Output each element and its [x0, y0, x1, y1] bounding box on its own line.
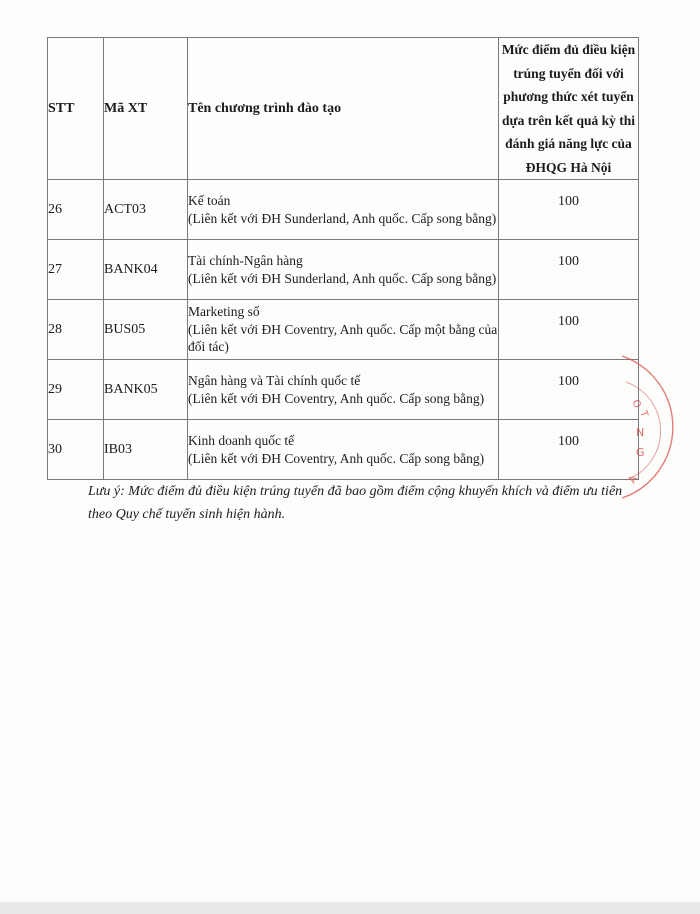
cell-code: BUS05 — [104, 300, 188, 360]
program-note: (Liên kết với ĐH Coventry, Anh quốc. Cấp một bằng của đối tác) — [188, 321, 498, 355]
score-value: 100 — [558, 313, 579, 329]
seal-glyph: N — [636, 426, 645, 439]
admission-score-table — [47, 37, 639, 480]
cell-stt: 28 — [48, 300, 104, 360]
footnote: Lưu ý: Mức điểm đủ điều kiện trúng tuyển đã bao gồm điểm cộng khuyến khích và điểm ưu tiên theo Quy chế tuyển sinh hiện hành. — [88, 484, 623, 522]
seal-glyph: G — [636, 446, 645, 459]
score-value: 100 — [558, 193, 579, 209]
header-score-line: Mức điểm đủ điều kiện — [501, 42, 636, 57]
cell-score — [499, 360, 639, 420]
cell-stt: 30 — [48, 420, 104, 480]
table-row — [48, 240, 639, 300]
cell-stt: 27 — [48, 240, 104, 300]
cell-code: BANK04 — [104, 240, 188, 300]
cell-score — [499, 180, 639, 240]
cell-program — [188, 240, 499, 300]
program-title: Tài chính-Ngân hàng — [188, 253, 303, 268]
cell-program — [188, 300, 499, 360]
table-header-row — [48, 38, 639, 180]
header-score — [499, 38, 639, 180]
cell-stt: 29 — [48, 360, 104, 420]
cell-program — [188, 180, 499, 240]
cell-score — [499, 240, 639, 300]
cell-score — [499, 420, 639, 480]
table-row — [48, 420, 639, 480]
score-value: 100 — [558, 253, 579, 269]
cell-score — [499, 300, 639, 360]
header-score-line: trúng tuyển đối với — [513, 65, 624, 81]
header-code: Mã XT — [104, 38, 188, 180]
cell-program — [188, 420, 499, 480]
header-score-line: phương thức xét tuyển — [503, 89, 634, 104]
table-row — [48, 360, 639, 420]
program-note: (Liên kết với ĐH Coventry, Anh quốc. Cấp song bằng) — [188, 390, 485, 406]
score-value: 100 — [558, 373, 579, 389]
table-row — [48, 300, 639, 360]
seal-glyph: A — [627, 474, 641, 486]
header-program: Tên chương trình đào tạo — [188, 38, 499, 180]
table-row — [48, 180, 639, 240]
bottom-strip — [0, 902, 700, 914]
program-title: Kế toán — [188, 193, 231, 208]
program-note: (Liên kết với ĐH Sunderland, Anh quốc. Cấp song bằng) — [188, 270, 497, 286]
program-note: (Liên kết với ĐH Sunderland, Anh quốc. Cấp song bằng) — [188, 210, 497, 226]
cell-code: ACT03 — [104, 180, 188, 240]
program-note: (Liên kết với ĐH Coventry, Anh quốc. Cấp song bằng) — [188, 450, 485, 466]
score-value: 100 — [558, 433, 579, 449]
cell-code: IB03 — [104, 420, 188, 480]
seal-glyph: T — [637, 409, 650, 419]
header-score-line: đánh giá năng lực của — [505, 136, 632, 151]
cell-program — [188, 360, 499, 420]
header-score-line: dựa trên kết quả kỳ thi — [502, 112, 635, 128]
cell-stt: 26 — [48, 180, 104, 240]
cell-code: BANK05 — [104, 360, 188, 420]
seal-glyph: O — [629, 398, 643, 411]
header-stt: STT — [48, 38, 104, 180]
program-title: Marketing số — [188, 304, 260, 320]
program-title: Kinh doanh quốc tế — [188, 433, 295, 448]
program-title: Ngân hàng và Tài chính quốc tế — [188, 373, 361, 388]
header-score-line: ĐHQG Hà Nội — [525, 159, 612, 175]
